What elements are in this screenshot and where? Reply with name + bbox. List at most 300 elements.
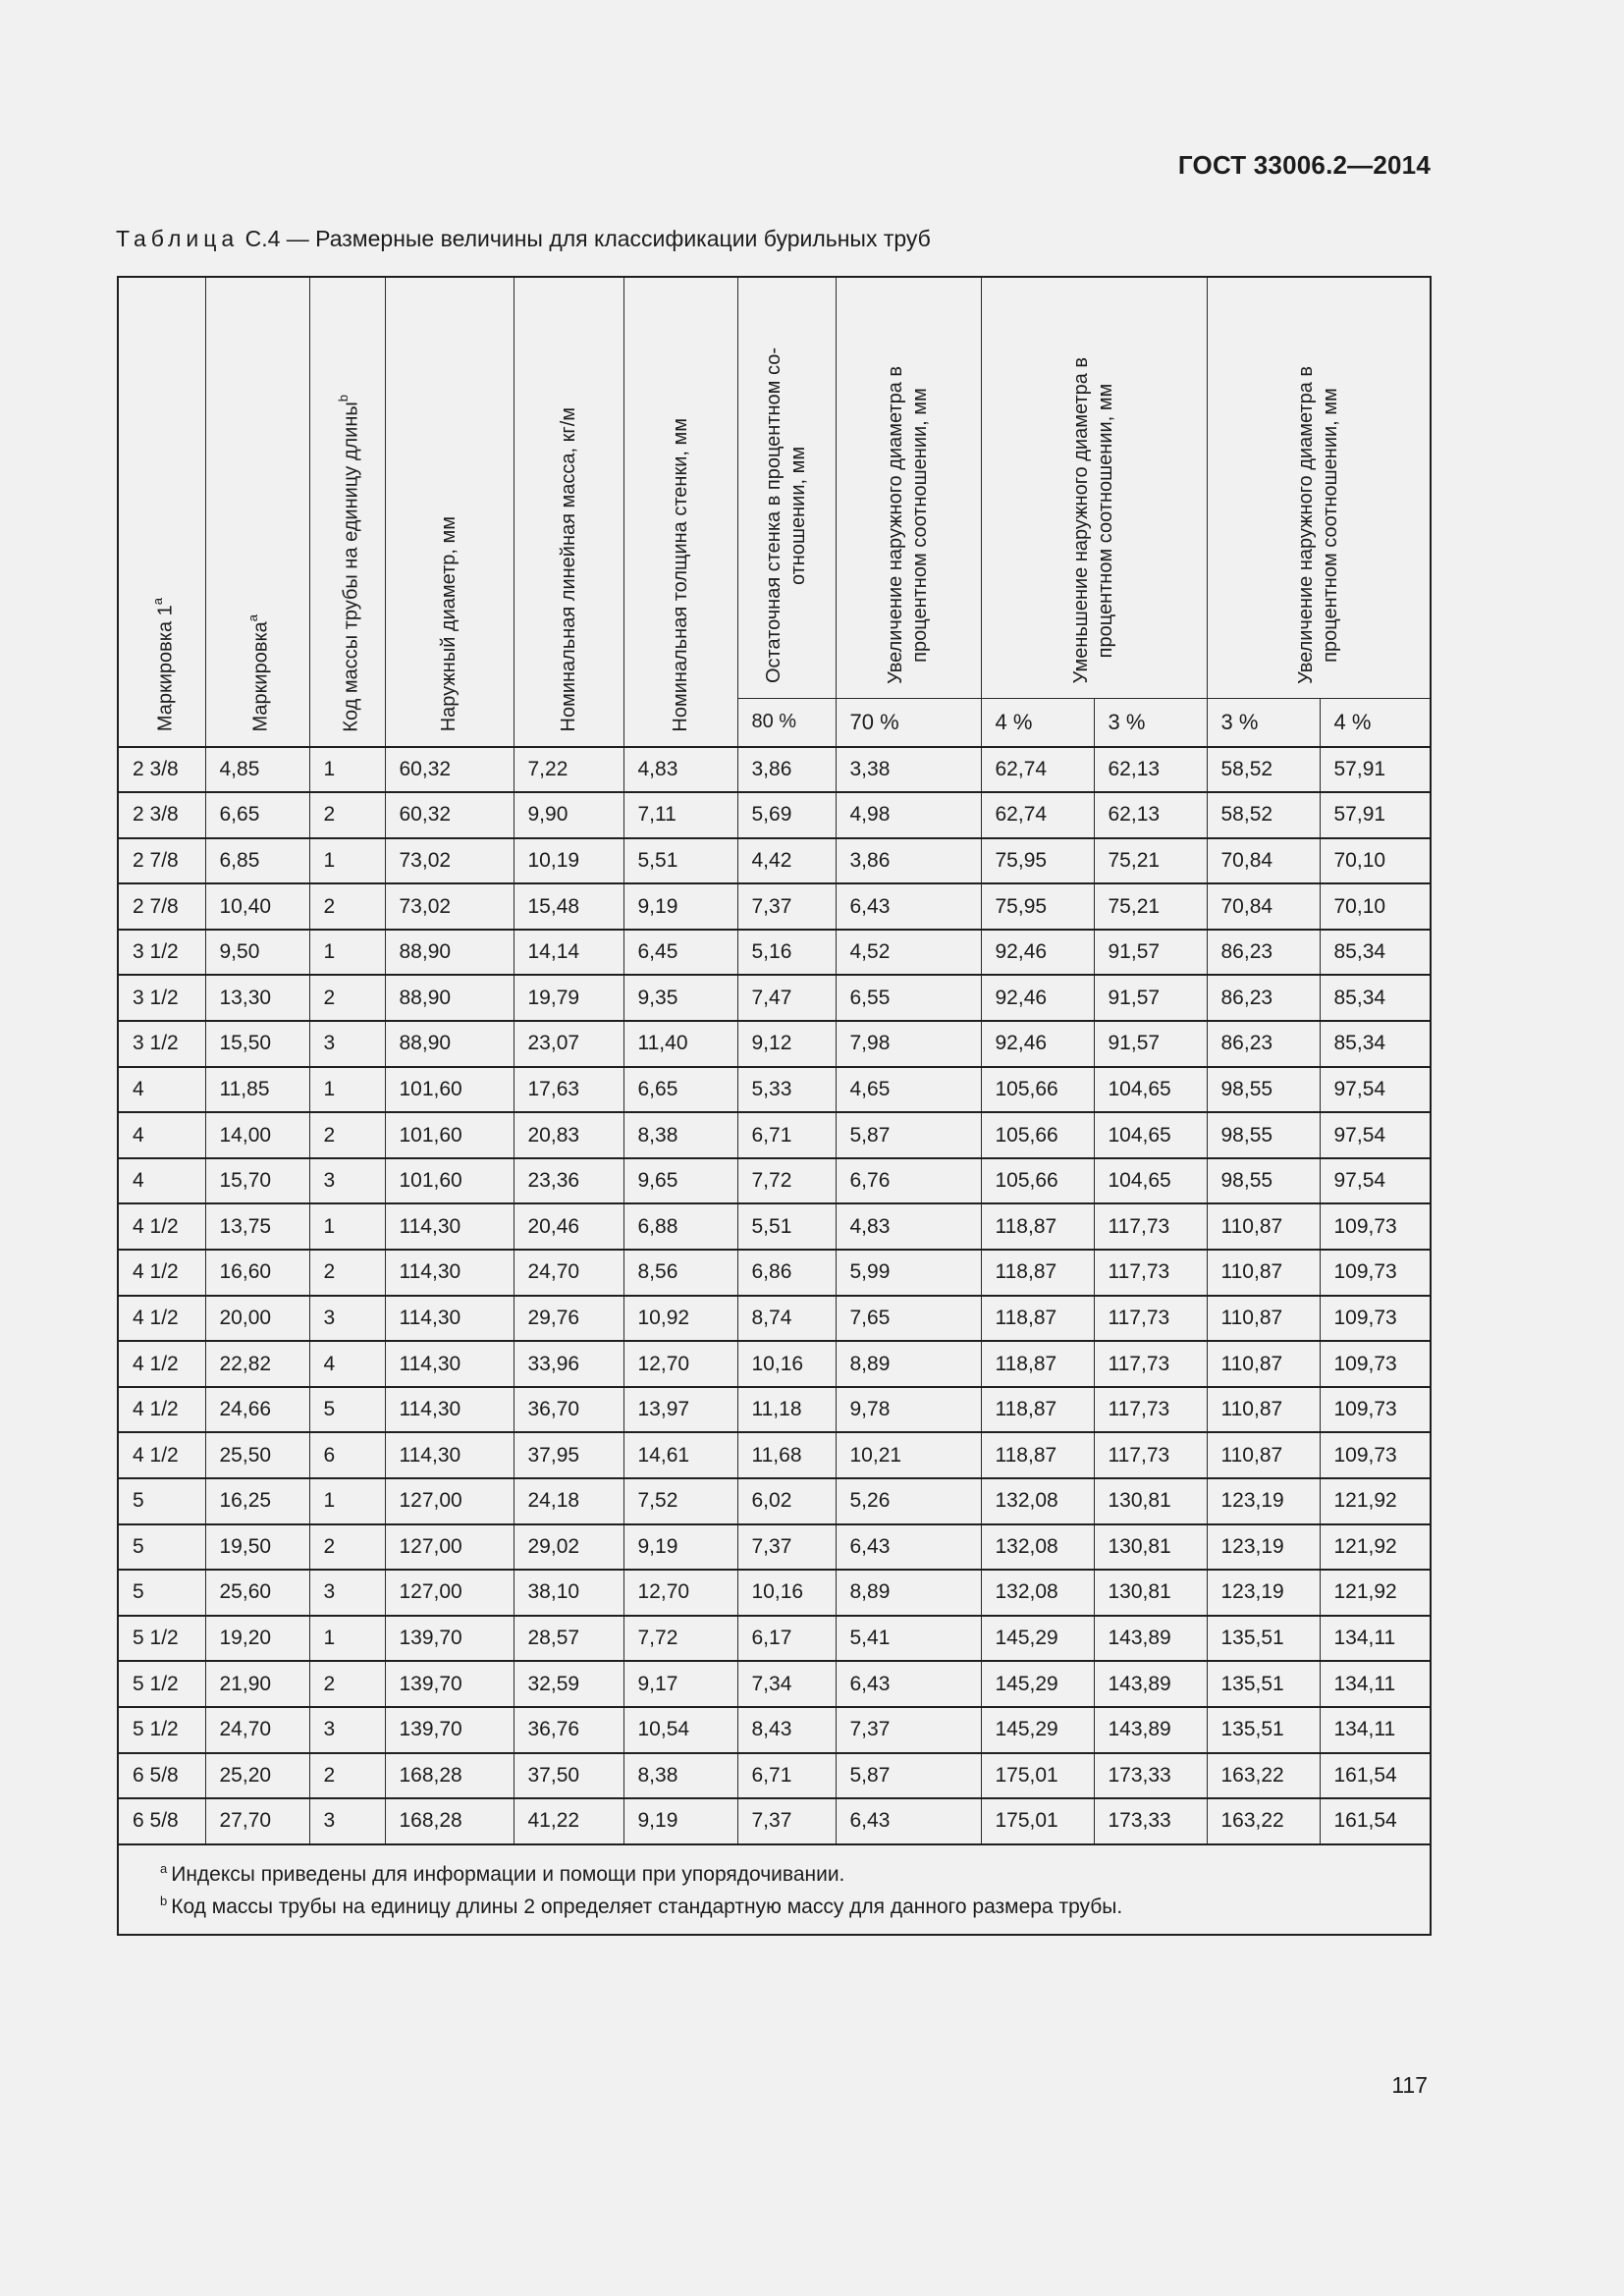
table-cell: 9,19 <box>623 1524 737 1571</box>
table-cell: 7,37 <box>737 883 836 930</box>
table-cell: 175,01 <box>981 1753 1094 1799</box>
table-cell: 101,60 <box>385 1067 514 1113</box>
table-cell: 7,37 <box>836 1707 981 1753</box>
table-row <box>118 747 1431 793</box>
table-cell: 118,87 <box>981 1387 1094 1433</box>
table-cell: 4 <box>309 1341 385 1387</box>
table-cell: 2 <box>309 883 385 930</box>
table-cell: 38,10 <box>514 1570 623 1616</box>
table-cell: 6,43 <box>836 883 981 930</box>
subheader-70-percent: 70 % <box>836 698 981 747</box>
table-cell: 4 <box>118 1158 205 1204</box>
table-row <box>118 1250 1431 1296</box>
table-cell: 132,08 <box>981 1478 1094 1524</box>
table-cell: 6 5/8 <box>118 1753 205 1799</box>
table-cell: 8,74 <box>737 1296 836 1342</box>
table-cell: 92,46 <box>981 930 1094 976</box>
table-cell: 9,90 <box>514 792 623 838</box>
table-cell: 9,78 <box>836 1387 981 1433</box>
table-cell: 36,70 <box>514 1387 623 1433</box>
table-cell: 9,65 <box>623 1158 737 1204</box>
table-cell: 3 <box>309 1158 385 1204</box>
table-cell: 114,30 <box>385 1341 514 1387</box>
table-cell: 24,70 <box>205 1707 309 1753</box>
table-cell: 3 1/2 <box>118 1021 205 1067</box>
table-cell: 73,02 <box>385 883 514 930</box>
table-cell: 14,14 <box>514 930 623 976</box>
table-cell: 114,30 <box>385 1296 514 1342</box>
table-row <box>118 1478 1431 1524</box>
table-cell: 118,87 <box>981 1250 1094 1296</box>
table-cell: 118,87 <box>981 1432 1094 1478</box>
table-cell: 20,46 <box>514 1203 623 1250</box>
table-cell: 2 <box>309 1661 385 1707</box>
table-cell: 105,66 <box>981 1067 1094 1113</box>
table-cell: 28,57 <box>514 1616 623 1662</box>
table-cell: 132,08 <box>981 1570 1094 1616</box>
col-header-od-decrease-line2: процентном соотношении, мм <box>1095 383 1116 659</box>
table-cell: 3 1/2 <box>118 975 205 1021</box>
table-cell: 5,16 <box>737 930 836 976</box>
table-cell: 4 <box>118 1112 205 1158</box>
table-row <box>118 1661 1431 1707</box>
table-cell: 109,73 <box>1320 1296 1431 1342</box>
table-cell: 17,63 <box>514 1067 623 1113</box>
table-cell: 25,20 <box>205 1753 309 1799</box>
table-cell: 32,59 <box>514 1661 623 1707</box>
table-cell: 145,29 <box>981 1707 1094 1753</box>
table-cell: 12,70 <box>623 1341 737 1387</box>
table-cell: 4,83 <box>623 747 737 793</box>
table-cell: 91,57 <box>1094 975 1207 1021</box>
table-cell: 1 <box>309 1203 385 1250</box>
table-cell: 110,87 <box>1207 1432 1320 1478</box>
table-cell: 5 <box>118 1570 205 1616</box>
table-cell: 37,50 <box>514 1753 623 1799</box>
table-cell: 11,18 <box>737 1387 836 1433</box>
table-cell: 75,21 <box>1094 838 1207 884</box>
col-header-od-decrease-line1: Уменьшение наружного диаметра в <box>1070 357 1092 684</box>
col-header-marking1-label: Маркировка 1 <box>154 605 177 732</box>
table-cell: 22,82 <box>205 1341 309 1387</box>
table-cell: 27,70 <box>205 1798 309 1844</box>
table-cell: 5,51 <box>737 1203 836 1250</box>
table-cell: 143,89 <box>1094 1616 1207 1662</box>
footnote-b <box>160 1888 1430 1920</box>
table-cell: 123,19 <box>1207 1570 1320 1616</box>
table-cell: 109,73 <box>1320 1250 1431 1296</box>
table-cell: 25,60 <box>205 1570 309 1616</box>
table-cell: 91,57 <box>1094 1021 1207 1067</box>
table-cell: 5 <box>309 1387 385 1433</box>
table-cell: 6,02 <box>737 1478 836 1524</box>
table-cell: 2 <box>309 1524 385 1571</box>
table-cell: 5 1/2 <box>118 1616 205 1662</box>
table-row <box>118 1021 1431 1067</box>
table-cell: 135,51 <box>1207 1661 1320 1707</box>
table-cell: 6,43 <box>836 1524 981 1571</box>
table-cell: 3 <box>309 1570 385 1616</box>
table-cell: 4,98 <box>836 792 981 838</box>
table-row <box>118 1616 1431 1662</box>
table-cell: 29,02 <box>514 1524 623 1571</box>
table-cell: 110,87 <box>1207 1341 1320 1387</box>
table-cell: 11,40 <box>623 1021 737 1067</box>
table-cell: 75,21 <box>1094 883 1207 930</box>
table-cell: 4 1/2 <box>118 1203 205 1250</box>
table-cell: 6,71 <box>737 1112 836 1158</box>
table-cell: 9,35 <box>623 975 737 1021</box>
col-header-od-decrease <box>981 277 1207 698</box>
table-cell: 85,34 <box>1320 1021 1431 1067</box>
col-header-wall-thickness-label: Номинальная толщина стенки, мм <box>669 417 691 732</box>
table-cell: 130,81 <box>1094 1524 1207 1571</box>
table-cell: 109,73 <box>1320 1341 1431 1387</box>
table-cell: 3,38 <box>836 747 981 793</box>
table-cell: 2 <box>309 1753 385 1799</box>
table-cell: 3 <box>309 1707 385 1753</box>
col-header-od-increase-2-line2: процентном соотношении, мм <box>1319 387 1341 663</box>
table-cell: 3 1/2 <box>118 930 205 976</box>
table-cell: 6,45 <box>623 930 737 976</box>
table-cell: 7,11 <box>623 792 737 838</box>
table-cell: 7,22 <box>514 747 623 793</box>
table-cell: 130,81 <box>1094 1478 1207 1524</box>
col-header-od-increase <box>836 277 981 698</box>
table-cell: 97,54 <box>1320 1158 1431 1204</box>
table-cell: 109,73 <box>1320 1203 1431 1250</box>
table-cell: 11,68 <box>737 1432 836 1478</box>
table-cell: 109,73 <box>1320 1432 1431 1478</box>
table-body <box>118 747 1431 1844</box>
table-cell: 104,65 <box>1094 1067 1207 1113</box>
table-cell: 97,54 <box>1320 1112 1431 1158</box>
table-cell: 23,07 <box>514 1021 623 1067</box>
table-cell: 4 1/2 <box>118 1387 205 1433</box>
table-cell: 58,52 <box>1207 792 1320 838</box>
table-cell: 41,22 <box>514 1798 623 1844</box>
table-cell: 114,30 <box>385 1387 514 1433</box>
col-header-linear-mass <box>514 277 623 747</box>
table-row <box>118 838 1431 884</box>
table-cell: 5 1/2 <box>118 1707 205 1753</box>
table-cell: 6,86 <box>737 1250 836 1296</box>
table-cell: 14,61 <box>623 1432 737 1478</box>
footnote-a-text: Индексы приведены для информации и помощи при упорядочивании. <box>171 1862 845 1886</box>
table-cell: 3 <box>309 1021 385 1067</box>
col-header-od-increase-line1: Увеличение наружного диаметра в <box>885 365 906 684</box>
table-cell: 11,85 <box>205 1067 309 1113</box>
footnote-ref-a: a <box>245 614 261 622</box>
col-header-marking <box>205 277 309 747</box>
table-cell: 5 <box>118 1478 205 1524</box>
table-row <box>118 1158 1431 1204</box>
table-cell: 161,54 <box>1320 1753 1431 1799</box>
table-cell: 75,95 <box>981 883 1094 930</box>
subheader-3-percent: 3 % <box>1094 698 1207 747</box>
col-header-marking1 <box>118 277 205 747</box>
table-cell: 143,89 <box>1094 1707 1207 1753</box>
table-cell: 7,72 <box>623 1616 737 1662</box>
table-caption-prefix: Таблица <box>116 226 240 251</box>
table-cell: 10,92 <box>623 1296 737 1342</box>
table-cell: 105,66 <box>981 1158 1094 1204</box>
subheader-80-percent: 80 % <box>737 698 836 747</box>
table-cell: 70,10 <box>1320 883 1431 930</box>
table-cell: 1 <box>309 1616 385 1662</box>
table-cell: 134,11 <box>1320 1707 1431 1753</box>
table-cell: 134,11 <box>1320 1616 1431 1662</box>
table-row <box>118 1798 1431 1844</box>
table-cell: 5,87 <box>836 1753 981 1799</box>
table-cell: 15,50 <box>205 1021 309 1067</box>
table-cell: 5 1/2 <box>118 1661 205 1707</box>
table-cell: 161,54 <box>1320 1798 1431 1844</box>
table-row <box>118 1067 1431 1113</box>
table-cell: 4,65 <box>836 1067 981 1113</box>
table-cell: 130,81 <box>1094 1570 1207 1616</box>
table-cell: 24,66 <box>205 1387 309 1433</box>
col-header-residual-wall <box>737 277 836 698</box>
table-cell: 117,73 <box>1094 1203 1207 1250</box>
subheader-4-percent: 4 % <box>1320 698 1431 747</box>
table-cell: 8,43 <box>737 1707 836 1753</box>
table-cell: 70,10 <box>1320 838 1431 884</box>
table-cell: 5,41 <box>836 1616 981 1662</box>
table-cell: 10,16 <box>737 1570 836 1616</box>
table-cell: 5,69 <box>737 792 836 838</box>
table-cell: 88,90 <box>385 1021 514 1067</box>
table-cell: 16,25 <box>205 1478 309 1524</box>
table-cell: 98,55 <box>1207 1158 1320 1204</box>
table-cell: 132,08 <box>981 1524 1094 1571</box>
table-cell: 36,76 <box>514 1707 623 1753</box>
table-cell: 33,96 <box>514 1341 623 1387</box>
table-cell: 1 <box>309 1067 385 1113</box>
table-cell: 4,85 <box>205 747 309 793</box>
table-cell: 121,92 <box>1320 1570 1431 1616</box>
table-cell: 10,19 <box>514 838 623 884</box>
table-row <box>118 1387 1431 1433</box>
table-cell: 19,50 <box>205 1524 309 1571</box>
table-cell: 2 7/8 <box>118 838 205 884</box>
table-cell: 19,20 <box>205 1616 309 1662</box>
table-cell: 25,50 <box>205 1432 309 1478</box>
table-cell: 85,34 <box>1320 930 1431 976</box>
table-row <box>118 1524 1431 1571</box>
table-cell: 8,89 <box>836 1570 981 1616</box>
table-cell: 7,65 <box>836 1296 981 1342</box>
table-cell: 4 1/2 <box>118 1341 205 1387</box>
table-cell: 85,34 <box>1320 975 1431 1021</box>
table-caption-text: С.4 — Размерные величины для классификации бурильных труб <box>239 226 931 251</box>
table-cell: 23,36 <box>514 1158 623 1204</box>
table-cell: 104,65 <box>1094 1158 1207 1204</box>
table-cell: 88,90 <box>385 930 514 976</box>
table-cell: 114,30 <box>385 1203 514 1250</box>
table-cell: 6 5/8 <box>118 1798 205 1844</box>
table-cell: 62,13 <box>1094 792 1207 838</box>
table-cell: 118,87 <box>981 1203 1094 1250</box>
table-notes-row <box>118 1844 1431 1935</box>
table-cell: 5,87 <box>836 1112 981 1158</box>
table-cell: 2 3/8 <box>118 747 205 793</box>
table-cell: 5,33 <box>737 1067 836 1113</box>
table-cell: 5,26 <box>836 1478 981 1524</box>
table-row <box>118 883 1431 930</box>
table-cell: 62,74 <box>981 747 1094 793</box>
table-cell: 10,40 <box>205 883 309 930</box>
table-cell: 117,73 <box>1094 1250 1207 1296</box>
table-cell: 135,51 <box>1207 1707 1320 1753</box>
table-cell: 8,38 <box>623 1753 737 1799</box>
table-cell: 92,46 <box>981 1021 1094 1067</box>
table-row <box>118 792 1431 838</box>
table-cell: 73,02 <box>385 838 514 884</box>
table-cell: 168,28 <box>385 1753 514 1799</box>
table-cell: 2 <box>309 1112 385 1158</box>
table-cell: 143,89 <box>1094 1661 1207 1707</box>
table-row <box>118 975 1431 1021</box>
table-cell: 105,66 <box>981 1112 1094 1158</box>
table-cell: 88,90 <box>385 975 514 1021</box>
table-cell: 3,86 <box>836 838 981 884</box>
table-cell: 117,73 <box>1094 1387 1207 1433</box>
table-cell: 139,70 <box>385 1616 514 1662</box>
table-cell: 163,22 <box>1207 1798 1320 1844</box>
table-cell: 5,51 <box>623 838 737 884</box>
table-cell: 7,37 <box>737 1524 836 1571</box>
table-cell: 57,91 <box>1320 792 1431 838</box>
table-cell: 13,97 <box>623 1387 737 1433</box>
table-cell: 114,30 <box>385 1432 514 1478</box>
table-caption <box>116 226 931 252</box>
table-cell: 14,00 <box>205 1112 309 1158</box>
subheader-3-percent: 3 % <box>1207 698 1320 747</box>
table-cell: 70,84 <box>1207 883 1320 930</box>
footnote-b-text: Код массы трубы на единицу длины 2 определяет стандартную массу для данного размера трубы. <box>171 1895 1123 1918</box>
table-cell: 37,95 <box>514 1432 623 1478</box>
col-header-od-increase-2-line1: Увеличение наружного диаметра в <box>1294 365 1317 684</box>
table-cell: 168,28 <box>385 1798 514 1844</box>
col-header-mass-code-label: Код массы трубы на единицу длины <box>340 401 362 732</box>
table-cell: 4,83 <box>836 1203 981 1250</box>
table-cell: 6,43 <box>836 1661 981 1707</box>
drill-pipe-dimensions-table <box>117 276 1432 1936</box>
col-header-residual-wall-line1: Остаточная стенка в процентном со- <box>763 347 785 684</box>
table-row <box>118 1296 1431 1342</box>
table-cell: 8,38 <box>623 1112 737 1158</box>
table-cell: 15,48 <box>514 883 623 930</box>
table-cell: 2 <box>309 1250 385 1296</box>
table-cell: 9,12 <box>737 1021 836 1067</box>
table-cell: 15,70 <box>205 1158 309 1204</box>
col-header-outer-diameter-label: Наружный диаметр, мм <box>438 516 460 732</box>
table-cell: 173,33 <box>1094 1753 1207 1799</box>
table-cell: 109,73 <box>1320 1387 1431 1433</box>
table-cell: 5,99 <box>836 1250 981 1296</box>
table-cell: 4 <box>118 1067 205 1113</box>
table-cell: 110,87 <box>1207 1387 1320 1433</box>
table-cell: 6,65 <box>623 1067 737 1113</box>
table-cell: 127,00 <box>385 1570 514 1616</box>
table-cell: 86,23 <box>1207 930 1320 976</box>
table-cell: 57,91 <box>1320 747 1431 793</box>
table-cell: 6,55 <box>836 975 981 1021</box>
table-cell: 2 7/8 <box>118 883 205 930</box>
table-cell: 7,34 <box>737 1661 836 1707</box>
table-cell: 1 <box>309 930 385 976</box>
table-cell: 2 <box>309 975 385 1021</box>
table-cell: 118,87 <box>981 1296 1094 1342</box>
table-row <box>118 1432 1431 1478</box>
table-cell: 29,76 <box>514 1296 623 1342</box>
table-cell: 117,73 <box>1094 1432 1207 1478</box>
table-row <box>118 1341 1431 1387</box>
table-cell: 12,70 <box>623 1570 737 1616</box>
table-cell: 123,19 <box>1207 1478 1320 1524</box>
footnote-b-marker: b <box>160 1893 168 1908</box>
table-cell: 3,86 <box>737 747 836 793</box>
table-cell: 135,51 <box>1207 1616 1320 1662</box>
table-cell: 10,54 <box>623 1707 737 1753</box>
table-cell: 110,87 <box>1207 1203 1320 1250</box>
table-cell: 139,70 <box>385 1707 514 1753</box>
table-row <box>118 1203 1431 1250</box>
table-cell: 6 <box>309 1432 385 1478</box>
table-cell: 60,32 <box>385 792 514 838</box>
table-cell: 7,98 <box>836 1021 981 1067</box>
table-cell: 7,72 <box>737 1158 836 1204</box>
table-cell: 60,32 <box>385 747 514 793</box>
table-cell: 4 1/2 <box>118 1250 205 1296</box>
table-cell: 173,33 <box>1094 1798 1207 1844</box>
table-row <box>118 930 1431 976</box>
table-cell: 20,00 <box>205 1296 309 1342</box>
table-cell: 6,76 <box>836 1158 981 1204</box>
table-cell: 6,85 <box>205 838 309 884</box>
table-cell: 91,57 <box>1094 930 1207 976</box>
table-cell: 163,22 <box>1207 1753 1320 1799</box>
table-cell: 6,88 <box>623 1203 737 1250</box>
table-cell: 86,23 <box>1207 975 1320 1021</box>
table-cell: 92,46 <box>981 975 1094 1021</box>
table-cell: 127,00 <box>385 1524 514 1571</box>
table-cell: 145,29 <box>981 1661 1094 1707</box>
table-cell: 3 <box>309 1798 385 1844</box>
table-cell: 97,54 <box>1320 1067 1431 1113</box>
table-cell: 104,65 <box>1094 1112 1207 1158</box>
table-cell: 8,56 <box>623 1250 737 1296</box>
table-cell: 8,89 <box>836 1341 981 1387</box>
table-row <box>118 1570 1431 1616</box>
table-cell: 3 <box>309 1296 385 1342</box>
table-cell: 6,65 <box>205 792 309 838</box>
table-cell: 58,52 <box>1207 747 1320 793</box>
col-header-marking-label: Маркировка <box>249 621 272 732</box>
footnote-a <box>160 1855 1430 1888</box>
table-cell: 7,52 <box>623 1478 737 1524</box>
table-cell: 101,60 <box>385 1112 514 1158</box>
table-cell: 127,00 <box>385 1478 514 1524</box>
table-cell: 145,29 <box>981 1616 1094 1662</box>
table-cell: 117,73 <box>1094 1341 1207 1387</box>
subheader-4-percent: 4 % <box>981 698 1094 747</box>
table-cell: 9,19 <box>623 1798 737 1844</box>
table-cell: 9,19 <box>623 883 737 930</box>
table-cell: 70,84 <box>1207 838 1320 884</box>
table-cell: 175,01 <box>981 1798 1094 1844</box>
